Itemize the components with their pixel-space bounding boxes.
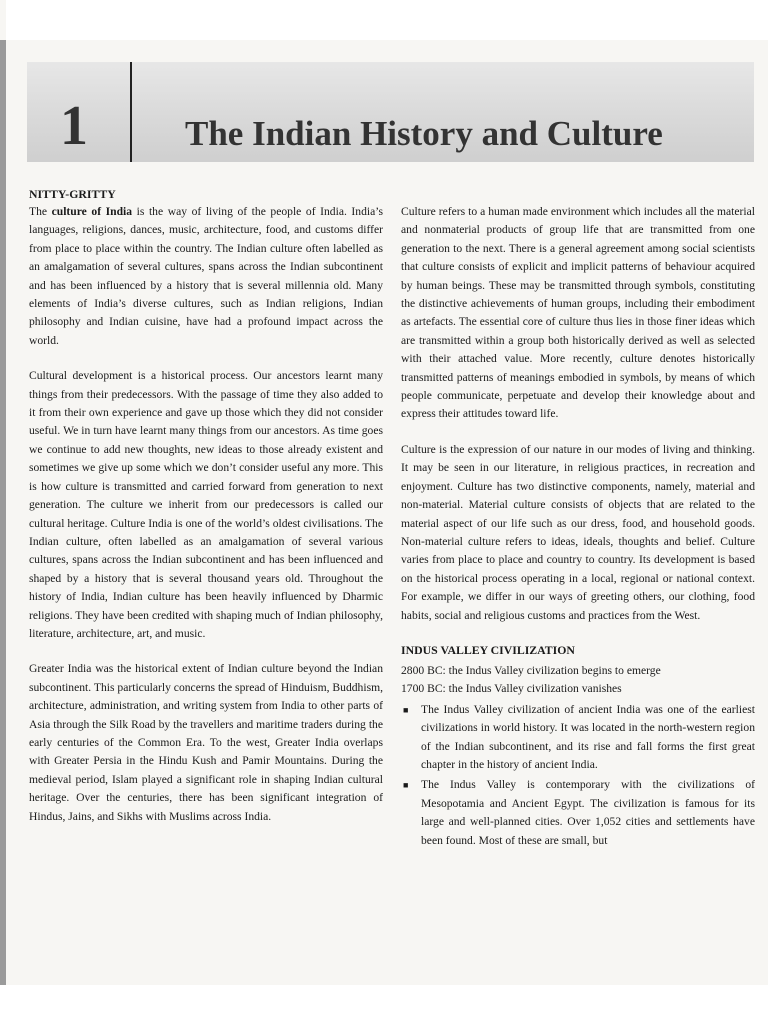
square-bullet-icon: ■	[403, 780, 409, 791]
page-edge-shadow	[0, 40, 6, 985]
chapter-header-divider	[130, 62, 132, 162]
chapter-title: The Indian History and Culture	[185, 114, 663, 153]
square-bullet-icon: ■	[403, 704, 409, 715]
paragraph-greater-india: Greater India was the historical extent of Indian culture beyond the Indian subcontinent. This particularly concerns the spread of Hinduism, Buddhism, architecture, administration, and writing system from India to other parts of Asia through the Silk Road by the travellers and maritime traders during the early centuries of the Common Era. To the west, Greater India overlaps with Greater Persia in the Hindu Kush and Pamir Mountains. During the medieval period, Islam played a significant role in shaping Indian cultural heritage. Over the centuries, there has been significant integration of Hindus, Jains, and Sikhs with Muslims across India.	[29, 662, 383, 823]
top-margin	[6, 0, 768, 40]
bold-term: culture of India	[51, 205, 133, 218]
section-heading-indus-valley: INDUS VALLEY CIVILIZATION	[401, 642, 575, 657]
paragraph-gap	[29, 643, 383, 660]
paragraph-gap	[29, 350, 383, 367]
list-item-text: The Indus Valley civilization of ancient India was one of the earliest civilizations in world history. It was located in the north-western region of the Indian subcontinent, and its rise and fall forms the first great chapter in the history of ancient India.	[421, 702, 755, 771]
paragraph-culture-of-india	[29, 203, 383, 350]
list-item	[401, 701, 755, 775]
timeline-entry: 2800 BC: the Indus Valley civilization begins to emerge	[401, 663, 661, 677]
list-item	[401, 776, 755, 850]
bottom-margin	[0, 985, 768, 1024]
section-heading-nitty-gritty: NITTY-GRITTY	[29, 187, 116, 201]
chapter-number: 1	[60, 95, 88, 157]
indus-valley-bullet-list	[401, 701, 755, 850]
paragraph-culture-expression: Culture is the expression of our nature in our modes of living and thinking. It may be seen in our literature, in religious practices, in recreation and enjoyment. Culture has two distinctive components, namely, material and non-material. Material culture consists of objects that are related to the material aspect of our life such as our dress, food, and household goods. Non-material culture refers to ideas, ideals, thoughts and belief. Culture varies from place to place and country to country. Its development is based on the historical process operating in a local, regional or national context. For example, we differ in our ways of greeting others, our clothing, food habits, social and religious customs and practices from the West.	[401, 442, 755, 622]
paragraph-text: The	[29, 205, 52, 218]
paragraph-cultural-development: Cultural development is a historical process. Our ancestors learnt many things from their predecessors. With the passage of time they also added to it from their own experience and gave up those which they did not consider useful. We in turn have learnt many things from our ancestors. As time goes we continue to add new thoughts, new ideas to those already existent and sometimes we give up some which we don’t consider useful any more. This is how culture is transmitted and carried forward from generation to next generation. The culture we inherit from our predecessors is called our cultural heritage. Culture India is one of the world’s oldest civilisations. The Indian culture, often labelled as an amalgamation of several various cultures, spans across the Indian subcontinent and has been influenced and shaped by a history that is several thousand years old. Throughout the history of India, Indian culture has been heavily influenced by Dharmic religions. They have been credited with shaping much of Indian philosophy, literature, architecture, art, and music.	[29, 369, 383, 640]
right-column	[401, 203, 755, 850]
list-item-text: The Indus Valley is contemporary with the civilizations of Mesopotamia and Ancient Egypt. The civilization is famous for its large and well-planned cities. Over 1,052 cities and settlements have been found. Most of these are small, but	[421, 778, 755, 847]
left-column	[29, 185, 383, 826]
paragraph-culture-definition: Culture refers to a human made environment which includes all the material and nonmaterial products of group life that are transmitted from one generation to the next. There is a general agreement among social scientists that culture consists of explicit and implicit patterns of behaviour acquired by human beings. These may be transmitted through symbols, constituting the distinctive achievements of human groups, including their embodiment as artefacts. The essential core of culture thus lies in those finer ideas which are transmitted within a group both historically derived as well as selected with their attached value. More recently, culture denotes historically transmitted patterns of meanings embodied in symbols, by means of which people communicate, perpetuate and develop their knowledge about and express their attitudes toward life.	[401, 205, 755, 421]
paragraph-gap	[401, 424, 755, 441]
timeline-entry: 1700 BC: the Indus Valley civilization vanishes	[401, 682, 622, 696]
paragraph-text: is the way of living of the people of India. India’s languages, religions, dances, music, architecture, food, and customs differ from place to place within the country. The Indian culture often labelled as an amalgamation of several cultures, spans across the Indian subcontinent and has been influenced by a history that is several millennia old. Many elements of India’s diverse cultures, such as Indian religions, Indian philosophy and Indian cuisine, have had a profound impact across the world.	[29, 205, 383, 347]
